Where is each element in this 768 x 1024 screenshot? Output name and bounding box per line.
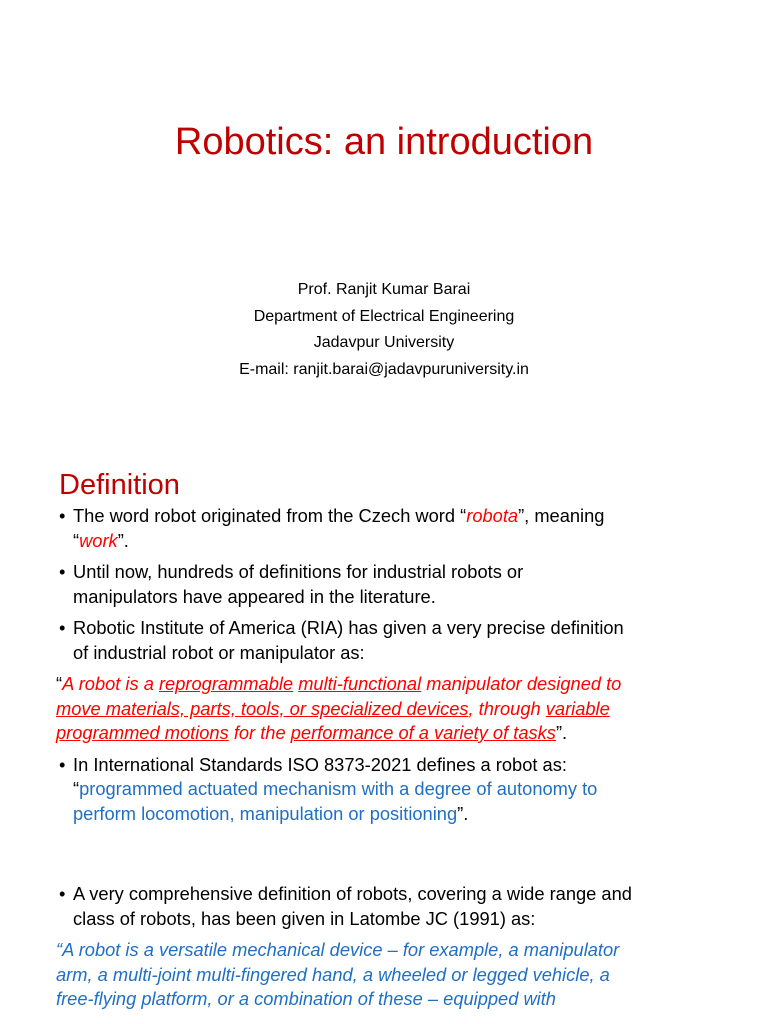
text-line: Robotic Institute of America (RIA) has given a very precise definition xyxy=(73,617,624,638)
quote-text: variable xyxy=(545,697,610,719)
slide-title: Robotics: an introduction xyxy=(174,121,594,163)
ria-quote xyxy=(56,672,719,746)
text-line: Until now, hundreds of definitions for industrial robots or xyxy=(73,561,524,582)
text-line: manipulators have appeared in the literature. xyxy=(73,585,436,607)
text: The word robot originated from the Czech word “ xyxy=(73,505,467,526)
highlight-word: work xyxy=(79,529,118,551)
bullet-icon: • xyxy=(59,883,66,904)
quote-text: move materials, parts, tools, or specialized devices xyxy=(56,697,469,719)
text-line: A very comprehensive definition of robots, covering a wide range and xyxy=(73,883,632,904)
bullet-latombe xyxy=(59,882,719,931)
quote-text: free-flying platform, or a combination of these – equipped with xyxy=(56,988,556,1009)
text-line: In International Standards ISO 8373-2021 defines a robot as: xyxy=(73,753,567,775)
bullet-ria xyxy=(59,616,719,665)
quote-text: A robot is a versatile mechanical device – for example, a manipulator xyxy=(62,939,620,960)
highlight-word: robota xyxy=(466,505,519,526)
text-line: of industrial robot or manipulator as: xyxy=(73,641,365,663)
section-title: Definition xyxy=(59,469,180,501)
text-line: class of robots, has been given in Latombe JC (1991) as: xyxy=(73,907,536,929)
quote-text: multi-functional xyxy=(298,673,422,694)
bullet-origin xyxy=(59,504,719,553)
quote-mark: “ xyxy=(73,778,80,799)
bullet-definitions xyxy=(59,560,719,609)
quote-mark: ”. xyxy=(457,802,469,824)
author-block xyxy=(0,277,768,383)
quote-text: reprogrammable xyxy=(158,673,294,694)
text: ”, meaning xyxy=(518,505,605,526)
definition-slide xyxy=(0,438,768,1024)
quote-text: , through xyxy=(468,697,546,719)
quote-text: for the xyxy=(228,722,291,743)
iso-definition: perform locomotion, manipulation or positioning xyxy=(73,802,458,824)
quote-text: performance of a variety of tasks xyxy=(290,722,556,743)
quote-mark: “ xyxy=(56,939,63,960)
latombe-quote xyxy=(56,938,719,1012)
author-department: Department of Electrical Engineering xyxy=(253,307,515,325)
bullet-icon: • xyxy=(59,505,66,526)
text: ”. xyxy=(117,529,129,551)
quote-mark: ”. xyxy=(555,722,568,743)
bullet-iso xyxy=(59,753,719,827)
author-name: Prof. Ranjit Kumar Barai xyxy=(297,281,471,298)
author-university: Jadavpur University xyxy=(313,334,455,351)
quote-text: manipulator designed to xyxy=(421,673,622,694)
slide-body xyxy=(56,504,719,1012)
bullet-icon: • xyxy=(59,753,66,775)
quote-text: arm, a multi-joint multi-fingered hand, a wheeled or legged vehicle, a xyxy=(56,963,610,985)
quote-mark: “ xyxy=(56,673,63,694)
title-slide xyxy=(0,0,768,438)
quote-text: A robot is a xyxy=(62,673,159,694)
text: “ xyxy=(73,529,80,551)
author-email: E-mail: ranjit.barai@jadavpuruniversity.in xyxy=(239,360,529,378)
bullet-icon: • xyxy=(59,561,66,582)
quote-text: programmed motions xyxy=(56,722,229,743)
iso-definition: programmed actuated mechanism with a degree of autonomy to xyxy=(79,778,598,799)
bullet-icon: • xyxy=(59,617,66,638)
